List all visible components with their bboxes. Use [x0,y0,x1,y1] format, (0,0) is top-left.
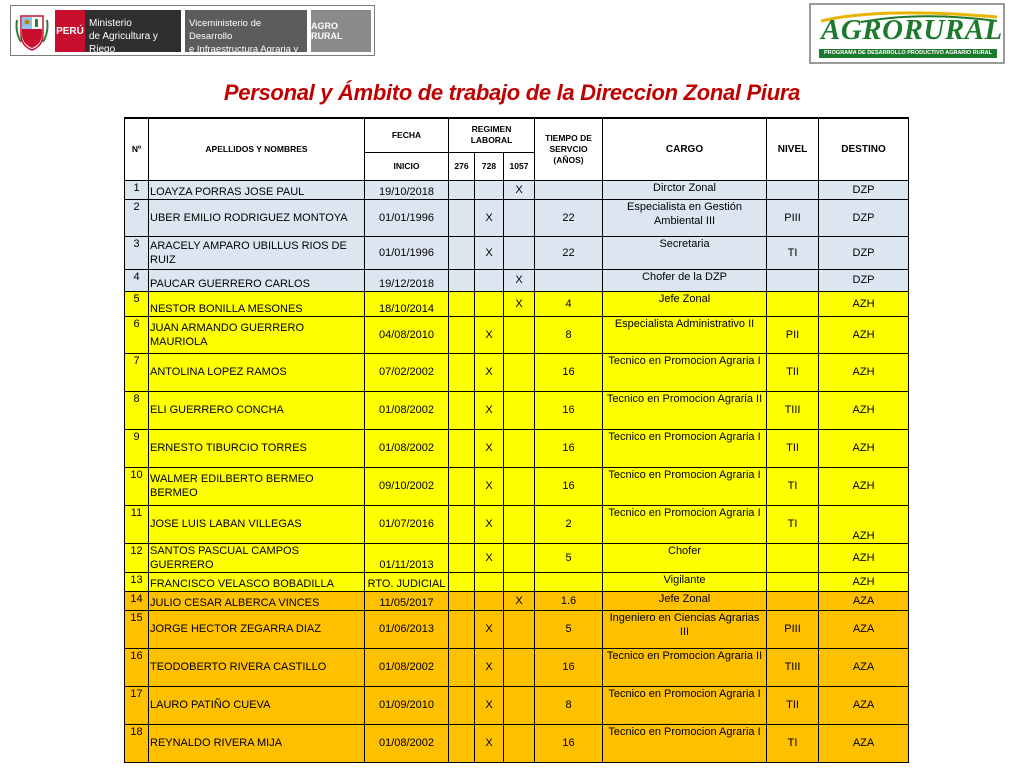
regimen-728-cell: X [475,316,504,353]
employee-name-cell: ERNESTO TIBURCIO TORRES [149,429,365,467]
table-row [125,180,909,199]
header-name: APELLIDOS Y NOMBRES [149,118,365,180]
employee-name-cell: LAURO PATIÑO CUEVA [149,686,365,724]
employee-name-cell: ELI GUERRERO CONCHA [149,391,365,429]
start-date-cell: 09/10/2002 [365,467,449,505]
employee-name-cell: UBER EMILIO RODRIGUEZ MONTOYA [149,199,365,236]
regimen-1057-cell [504,467,535,505]
header-destino: DESTINO [819,118,909,180]
regimen-728-cell: X [475,610,504,648]
regimen-276-cell [449,543,475,572]
regimen-728-cell: X [475,724,504,762]
regimen-276-cell [449,724,475,762]
regimen-728-cell: X [475,199,504,236]
table-row [125,316,909,353]
service-years-cell: 2 [535,505,603,543]
employee-name-cell: ANTOLINA LOPEZ RAMOS [149,353,365,391]
regimen-1057-cell: X [504,180,535,199]
regimen-1057-cell [504,572,535,591]
destination-cell: AZA [819,591,909,610]
regimen-1057-cell [504,429,535,467]
regimen-276-cell [449,591,475,610]
destination-cell: AZH [819,391,909,429]
row-number-cell: 6 [125,316,149,353]
level-cell: TI [767,505,819,543]
service-years-cell: 16 [535,429,603,467]
regimen-1057-cell [504,543,535,572]
destination-cell: AZH [819,467,909,505]
row-number-cell: 4 [125,269,149,291]
regimen-276-cell [449,572,475,591]
regimen-1057-cell [504,353,535,391]
table-row [125,505,909,543]
table-row [125,591,909,610]
regimen-276-cell [449,686,475,724]
service-years-cell: 16 [535,353,603,391]
peru-coat-of-arms-icon [15,10,49,52]
level-cell: TII [767,353,819,391]
regimen-276-cell [449,316,475,353]
regimen-728-cell: X [475,391,504,429]
regimen-276-cell [449,467,475,505]
start-date-cell: 01/01/1996 [365,199,449,236]
position-cell: Chofer [603,543,767,572]
level-cell: PII [767,316,819,353]
header-nivel: NIVEL [767,118,819,180]
regimen-1057-cell: X [504,291,535,316]
regimen-728-cell [475,180,504,199]
service-years-cell: 1.6 [535,591,603,610]
employee-name-cell: JOSE LUIS LABAN VILLEGAS [149,505,365,543]
regimen-276-cell [449,391,475,429]
start-date-cell: 01/01/1996 [365,236,449,269]
employee-name-cell: NESTOR BONILLA MESONES [149,291,365,316]
employee-name-cell: WALMER EDILBERTO BERMEO BERMEO [149,467,365,505]
level-cell: TII [767,429,819,467]
level-cell [767,543,819,572]
header-regimen: REGIMEN LABORAL [449,118,535,152]
position-cell: Tecnico en Promocion Agraria I [603,724,767,762]
table-row [125,269,909,291]
position-cell: Tecnico en Promocion Agraria I [603,686,767,724]
regimen-728-cell: X [475,505,504,543]
viceministry-name: Viceministerio de Desarrollo e Infraestructura Agraria y Riego [185,10,307,52]
row-number-cell: 5 [125,291,149,316]
level-cell: TII [767,686,819,724]
row-number-cell: 17 [125,686,149,724]
logo-wordmark: AGRORURAL [821,14,1003,46]
row-number-cell: 8 [125,391,149,429]
table-row [125,429,909,467]
table-row [125,236,909,269]
page-title: Personal y Ámbito de trabajo de la Direccion Zonal Piura [223,80,801,105]
table-row [125,353,909,391]
destination-cell: AZH [819,572,909,591]
service-years-cell: 16 [535,724,603,762]
position-cell: Chofer de la DZP [603,269,767,291]
regimen-1057-cell [504,648,535,686]
level-cell: TI [767,467,819,505]
regimen-728-cell [475,291,504,316]
regimen-1057-cell [504,236,535,269]
header-num: Nº [125,118,149,180]
position-cell: Jefe Zonal [603,291,767,316]
destination-cell: AZH [819,316,909,353]
table-row [125,291,909,316]
service-years-cell: 16 [535,467,603,505]
header-1057: 1057 [504,152,535,180]
header-276: 276 [449,152,475,180]
destination-cell: AZH [819,505,909,543]
destination-cell: DZP [819,180,909,199]
regimen-728-cell: X [475,236,504,269]
regimen-276-cell [449,180,475,199]
level-cell [767,269,819,291]
regimen-728-cell [475,269,504,291]
table-row [125,391,909,429]
position-cell: Secretaria [603,236,767,269]
row-number-cell: 3 [125,236,149,269]
header-cargo: CARGO [603,118,767,180]
table-row [125,648,909,686]
regimen-728-cell: X [475,429,504,467]
employee-name-cell: JUAN ARMANDO GUERRERO MAURIOLA [149,316,365,353]
employee-name-cell: JULIO CESAR ALBERCA VINCES [149,591,365,610]
start-date-cell: 01/11/2013 [365,543,449,572]
service-years-cell [535,572,603,591]
start-date-cell: 18/10/2014 [365,291,449,316]
service-years-cell: 22 [535,236,603,269]
level-cell [767,572,819,591]
service-years-cell: 5 [535,543,603,572]
employee-name-cell: TEODOBERTO RIVERA CASTILLO [149,648,365,686]
start-date-cell: 07/02/2002 [365,353,449,391]
destination-cell: AZA [819,724,909,762]
row-number-cell: 7 [125,353,149,391]
level-cell: TI [767,236,819,269]
regimen-1057-cell [504,505,535,543]
regimen-1057-cell: X [504,591,535,610]
start-date-cell: 19/12/2018 [365,269,449,291]
table-row [125,686,909,724]
service-years-cell: 8 [535,686,603,724]
destination-cell: AZA [819,686,909,724]
regimen-1057-cell [504,199,535,236]
regimen-1057-cell [504,391,535,429]
service-years-cell: 4 [535,291,603,316]
position-cell: Dirctor Zonal [603,180,767,199]
row-number-cell: 18 [125,724,149,762]
employee-name-cell: SANTOS PASCUAL CAMPOS GUERRERO [149,543,365,572]
position-cell: Especialista Administrativo II [603,316,767,353]
row-number-cell: 15 [125,610,149,648]
employee-name-cell: ARACELY AMPARO UBILLUS RIOS DE RUIZ [149,236,365,269]
level-cell [767,291,819,316]
destination-cell: AZH [819,543,909,572]
regimen-728-cell [475,591,504,610]
level-cell: PIII [767,610,819,648]
regimen-276-cell [449,648,475,686]
start-date-cell: RTO. JUDICIAL [365,572,449,591]
position-cell: Especialista en Gestión Ambiental III [603,199,767,236]
destination-cell: AZH [819,291,909,316]
employee-name-cell: PAUCAR GUERRERO CARLOS [149,269,365,291]
destination-cell: AZH [819,353,909,391]
start-date-cell: 01/06/2013 [365,610,449,648]
service-years-cell: 16 [535,648,603,686]
regimen-276-cell [449,269,475,291]
employee-name-cell: JORGE HECTOR ZEGARRA DIAZ [149,610,365,648]
row-number-cell: 12 [125,543,149,572]
level-cell [767,591,819,610]
row-number-cell: 13 [125,572,149,591]
regimen-276-cell [449,236,475,269]
service-years-cell: 5 [535,610,603,648]
regimen-276-cell [449,610,475,648]
position-cell: Tecnico en Promocion Agraria I [603,353,767,391]
header-fecha: FECHA [365,118,449,152]
table-row [125,610,909,648]
row-number-cell: 10 [125,467,149,505]
regimen-276-cell [449,199,475,236]
regimen-276-cell [449,291,475,316]
regimen-728-cell: X [475,353,504,391]
regimen-728-cell: X [475,467,504,505]
ministry-banner [10,5,375,68]
start-date-cell: 01/09/2010 [365,686,449,724]
table-row [125,467,909,505]
position-cell: Jefe Zonal [603,591,767,610]
regimen-276-cell [449,505,475,543]
regimen-728-cell: X [475,648,504,686]
regimen-1057-cell: X [504,269,535,291]
service-years-cell: 8 [535,316,603,353]
level-cell: PIII [767,199,819,236]
employee-name-cell: LOAYZA PORRAS JOSE PAUL [149,180,365,199]
destination-cell: AZA [819,610,909,648]
regimen-1057-cell [504,724,535,762]
regimen-276-cell [449,353,475,391]
header-inicio: INICIO [365,152,449,180]
table-row [125,572,909,591]
regimen-1057-cell [504,610,535,648]
position-cell: Tecnico en Promocion Agraria II [603,648,767,686]
agro-rural-badge: AGRO RURAL [311,10,371,52]
row-number-cell: 2 [125,199,149,236]
start-date-cell: 19/10/2018 [365,180,449,199]
start-date-cell: 01/08/2002 [365,429,449,467]
personnel-table [124,117,909,763]
row-number-cell: 16 [125,648,149,686]
regimen-728-cell: X [475,686,504,724]
service-years-cell [535,269,603,291]
destination-cell: DZP [819,199,909,236]
agrorural-logo [809,3,1005,64]
level-cell [767,180,819,199]
peru-label: PERÚ [55,10,85,52]
employee-name-cell: REYNALDO RIVERA MIJA [149,724,365,762]
start-date-cell: 01/07/2016 [365,505,449,543]
destination-cell: DZP [819,269,909,291]
level-cell: TIII [767,391,819,429]
service-years-cell: 16 [535,391,603,429]
start-date-cell: 11/05/2017 [365,591,449,610]
table-row [125,199,909,236]
employee-name-cell: FRANCISCO VELASCO BOBADILLA [149,572,365,591]
start-date-cell: 04/08/2010 [365,316,449,353]
header-728: 728 [475,152,504,180]
destination-cell: AZH [819,429,909,467]
regimen-728-cell [475,572,504,591]
service-years-cell [535,180,603,199]
position-cell: Tecnico en Promocion Agraria I [603,467,767,505]
row-number-cell: 9 [125,429,149,467]
regimen-728-cell: X [475,543,504,572]
position-cell: Vigilante [603,572,767,591]
logo-tagline: PROGRAMA DE DESARROLLO PRODUCTIVO AGRARIO RURAL [819,49,997,58]
regimen-1057-cell [504,316,535,353]
start-date-cell: 01/08/2002 [365,391,449,429]
regimen-1057-cell [504,686,535,724]
destination-cell: DZP [819,236,909,269]
start-date-cell: 01/08/2002 [365,724,449,762]
start-date-cell: 01/08/2002 [365,648,449,686]
position-cell: Ingeniero en Ciencias Agrarias III [603,610,767,648]
table-row [125,724,909,762]
row-number-cell: 14 [125,591,149,610]
row-number-cell: 1 [125,180,149,199]
destination-cell: AZA [819,648,909,686]
position-cell: Tecnico en Promocion Agraria I [603,429,767,467]
service-years-cell: 22 [535,199,603,236]
row-number-cell: 11 [125,505,149,543]
header-tiempo: TIEMPO DE SERVCIO (AÑOS) [535,118,603,180]
ministry-name: Ministerio de Agricultura y Riego [85,10,181,52]
position-cell: Tecnico en Promocion Agraria I [603,505,767,543]
table-row [125,543,909,572]
level-cell: TIII [767,648,819,686]
level-cell: TI [767,724,819,762]
regimen-276-cell [449,429,475,467]
position-cell: Tecnico en Promocion Agraria II [603,391,767,429]
